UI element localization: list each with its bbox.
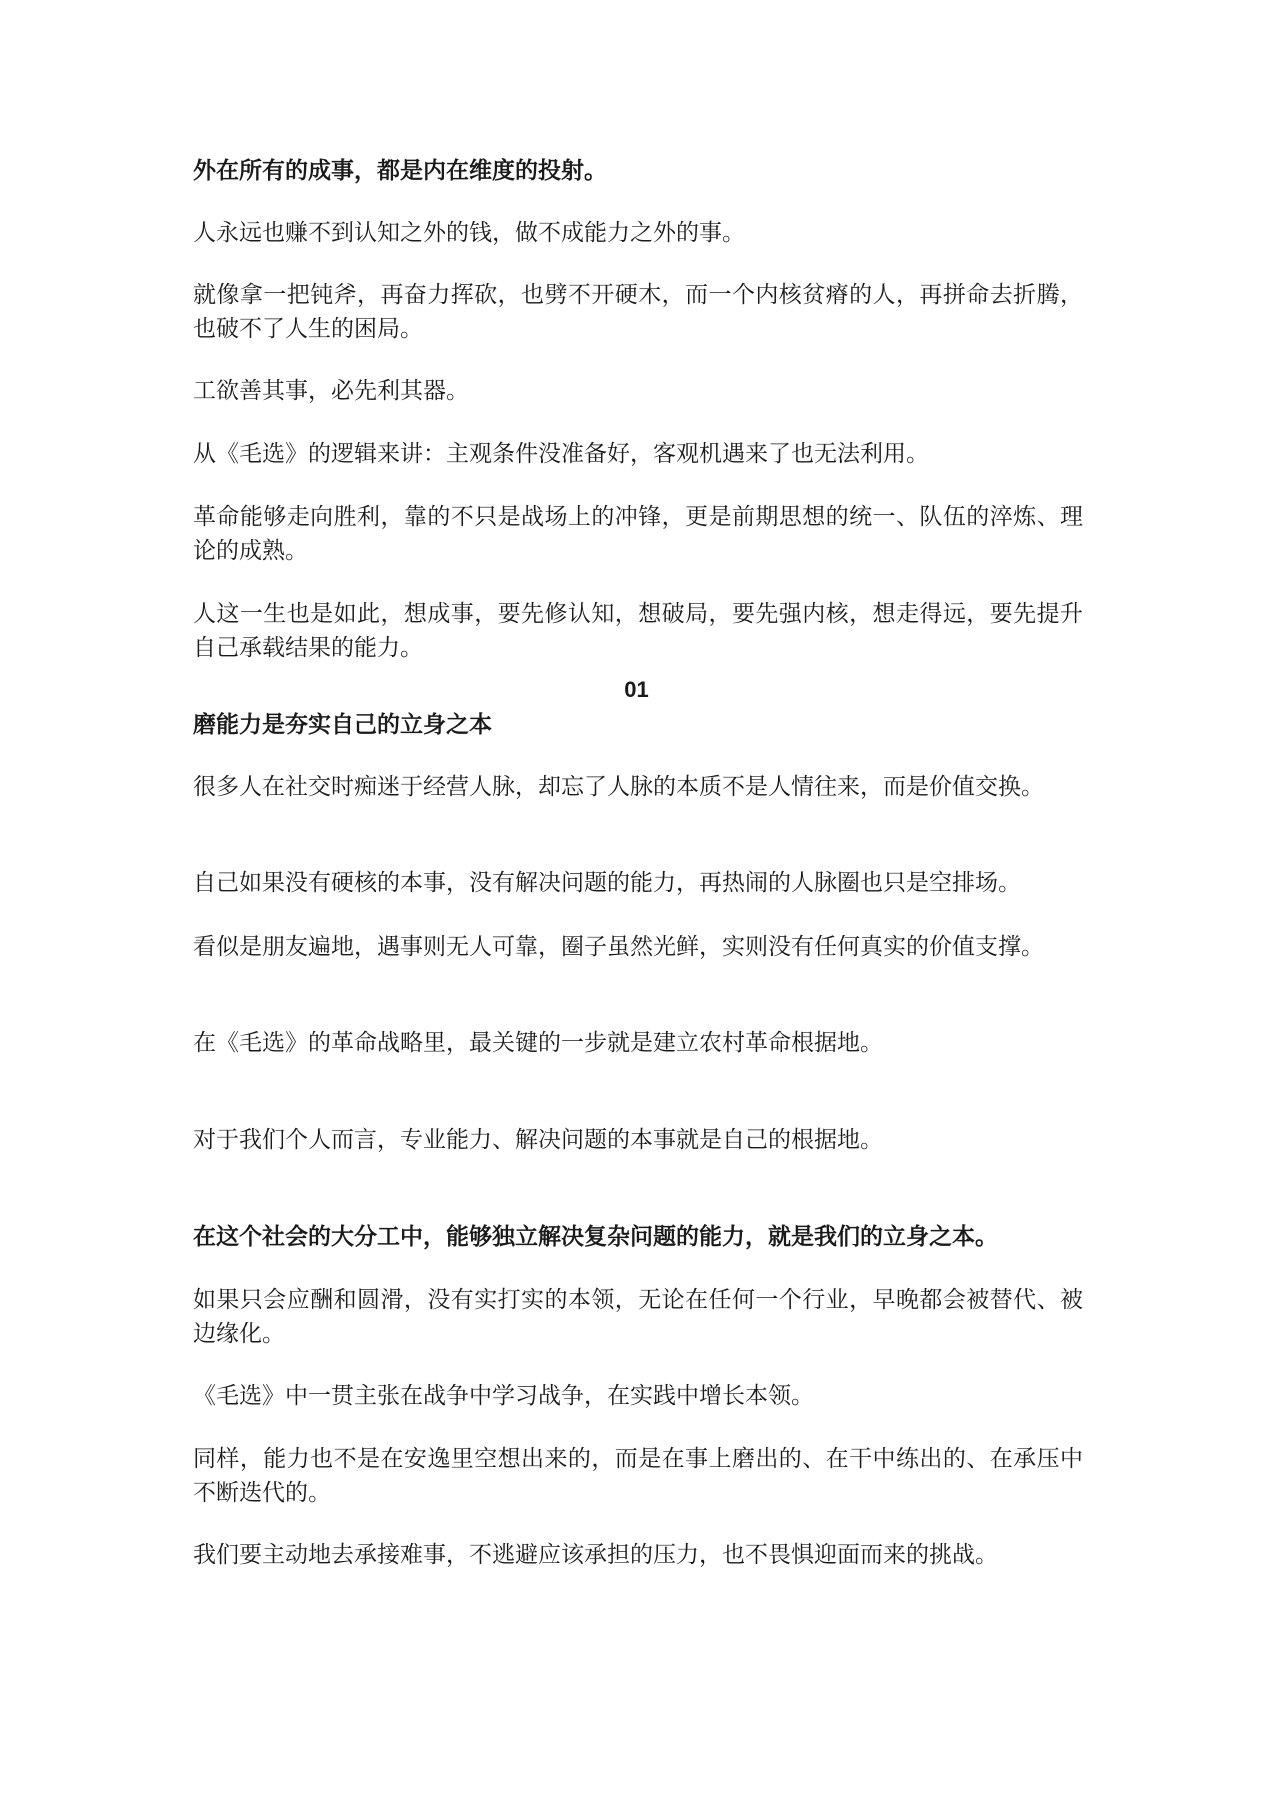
section-paragraph-10: 我们要主动地去承接难事，不逃避应该承担的压力，也不畏惧迎面而来的挑战。 (193, 1542, 998, 1568)
section-paragraph-3: 看似是朋友遍地，遇事则无人可靠，圈子虽然光鲜，实则没有任何真实的价值支撑。 (193, 934, 1044, 960)
section-key-statement: 在这个社会的大分工中，能够独立解决复杂问题的能力，就是我们的立身之本。 (193, 1224, 998, 1250)
intro-paragraph-3: 就像拿一把钝斧，再奋力挥砍，也劈不开硬木，而一个内核贫瘠的人，再拼命去折腾，也破不了人生的困局。 (193, 282, 1083, 342)
section-paragraph-7: 如果只会应酬和圆滑，没有实打实的本领，无论在任何一个行业，早晚都会被替代、被边缘化。 (193, 1287, 1083, 1347)
section-paragraph-4: 在《毛选》的革命战略里，最关键的一步就是建立农村革命根据地。 (193, 1030, 883, 1056)
intro-paragraph-6: 革命能够走向胜利，靠的不只是战场上的冲锋，更是前期思想的统一、队伍的淬炼、理论的成熟。 (193, 504, 1083, 564)
section-paragraph-8: 《毛选》中一贯主张在战争中学习战争，在实践中增长本领。 (193, 1383, 814, 1409)
section-paragraph-5: 对于我们个人而言，专业能力、解决问题的本事就是自己的根据地。 (193, 1127, 883, 1153)
intro-paragraph-7: 人这一生也是如此，想成事，要先修认知，想破局，要先强内核，想走得远，要先提升自己承载结果的能力。 (193, 601, 1083, 661)
intro-paragraph-2: 人永远也赚不到认知之外的钱，做不成能力之外的事。 (193, 220, 745, 246)
section-paragraph-2: 自己如果没有硬核的本事，没有解决问题的能力，再热闹的人脉圈也只是空排场。 (193, 870, 1021, 896)
intro-lead-statement: 外在所有的成事，都是内在维度的投射。 (193, 158, 607, 184)
intro-paragraph-4: 工欲善其事，必先利其器。 (193, 378, 469, 404)
section-paragraph-9: 同样，能力也不是在安逸里空想出来的，而是在事上磨出的、在干中练出的、在承压中不断迭代的。 (193, 1446, 1083, 1506)
section-heading: 磨能力是夯实自己的立身之本 (193, 712, 492, 738)
intro-paragraph-5: 从《毛选》的逻辑来讲：主观条件没准备好，客观机遇来了也无法利用。 (193, 441, 929, 467)
section-number: 01 (624, 677, 649, 702)
section-paragraph-1: 很多人在社交时痴迷于经营人脉，却忘了人脉的本质不是人情往来，而是价值交换。 (193, 774, 1044, 800)
